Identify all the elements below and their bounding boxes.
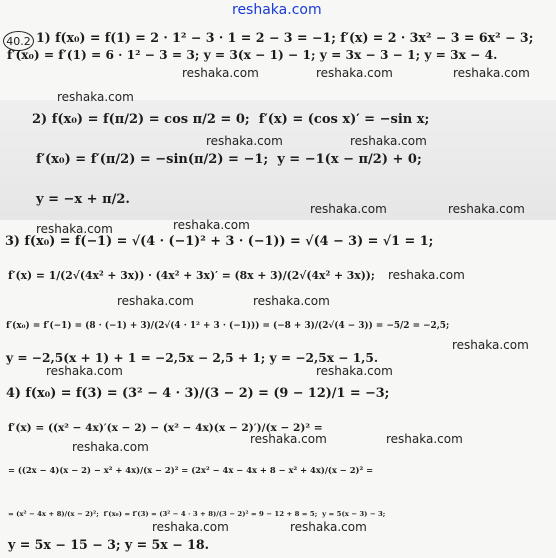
solution-line: y = 5x − 15 − 3; y = 5x − 18. [8, 537, 210, 552]
solution-line: f′(x) = 1/(2√(4x² + 3x)) · (4x² + 3x)′ = (8x + 3)/(2√(4x² + 3x)); [8, 269, 375, 282]
watermark: reshaka.com [290, 520, 367, 534]
watermark: reshaka.com [46, 364, 123, 378]
solution-line: 3) f(x₀) = f(−1) = √(4 · (−1)² + 3 · (−1)) = √(4 − 3) = √1 = 1; [5, 234, 434, 249]
solution-line: 4) f(x₀) = f(3) = (3² − 4 · 3)/(3 − 2) = (9 − 12)/1 = −3; [6, 386, 390, 401]
solution-line: 2) f(x₀) = f(π/2) = cos π/2 = 0; f′(x) = (cos x)′ = −sin x; [32, 112, 430, 127]
watermark: reshaka.com [316, 364, 393, 378]
problem-number: 40.2 [3, 31, 34, 51]
watermark: reshaka.com [316, 66, 393, 80]
watermark: reshaka.com [36, 222, 113, 236]
solution-line: f′(x) = ((x² − 4x)′(x − 2) − (x² − 4x)(x − 2)′)/(x − 2)² = [8, 422, 323, 434]
solution-line: y = −2,5(x + 1) + 1 = −2,5x − 2,5 + 1; y = −2,5x − 1,5. [6, 351, 379, 365]
watermark: reshaka.com [448, 202, 525, 216]
solution-line: f′(x₀) = f′(1) = 6 · 1² − 3 = 3; y = 3(x − 1) − 1; y = 3x − 3 − 1; y = 3x − 4. [7, 48, 498, 62]
watermark: reshaka.com [182, 66, 259, 80]
watermark: reshaka.com [253, 294, 330, 308]
watermark: reshaka.com [350, 134, 427, 148]
solution-line: = ((2x − 4)(x − 2) − x² + 4x)/(x − 2)² = (2x² − 4x − 4x + 8 − x² + 4x)/(x − 2)² = [8, 465, 374, 475]
solution-line: = (x² − 4x + 8)/(x − 2)²; f′(x₀) = f′(3) = (3² − 4 · 3 + 8)/(3 − 2)² = 9 − 12 + 8 = 5; y = 5(x − 3) − 3; [8, 510, 386, 518]
watermark: reshaka.com [388, 268, 465, 282]
solution-line: 1) f(x₀) = f(1) = 2 · 1² − 3 · 1 = 2 − 3 = −1; f′(x) = 2 · 3x² − 3 = 6x² − 3; [36, 30, 534, 45]
watermark: reshaka.com [310, 202, 387, 216]
watermark: reshaka.com [452, 338, 529, 352]
watermark: reshaka.com [386, 432, 463, 446]
watermark: reshaka.com [57, 90, 134, 104]
watermark: reshaka.com [173, 218, 250, 232]
watermark: reshaka.com [152, 520, 229, 534]
watermark: reshaka.com [72, 440, 149, 454]
watermark: reshaka.com [117, 294, 194, 308]
solution-line: f′(x₀) = f′(π/2) = −sin(π/2) = −1; y = −1(x − π/2) + 0; [36, 152, 422, 167]
watermark: reshaka.com [232, 2, 322, 18]
watermark: reshaka.com [453, 66, 530, 80]
solution-line: f′(x₀) = f′(−1) = (8 · (−1) + 3)/(2√(4 · 1² + 3 · (−1))) = (−8 + 3)/(2√(4 − 3)) = −5/2 = −2,5; [6, 321, 450, 331]
solution-line: y = −x + π/2. [36, 192, 130, 207]
watermark: reshaka.com [206, 134, 283, 148]
watermark: reshaka.com [250, 432, 327, 446]
